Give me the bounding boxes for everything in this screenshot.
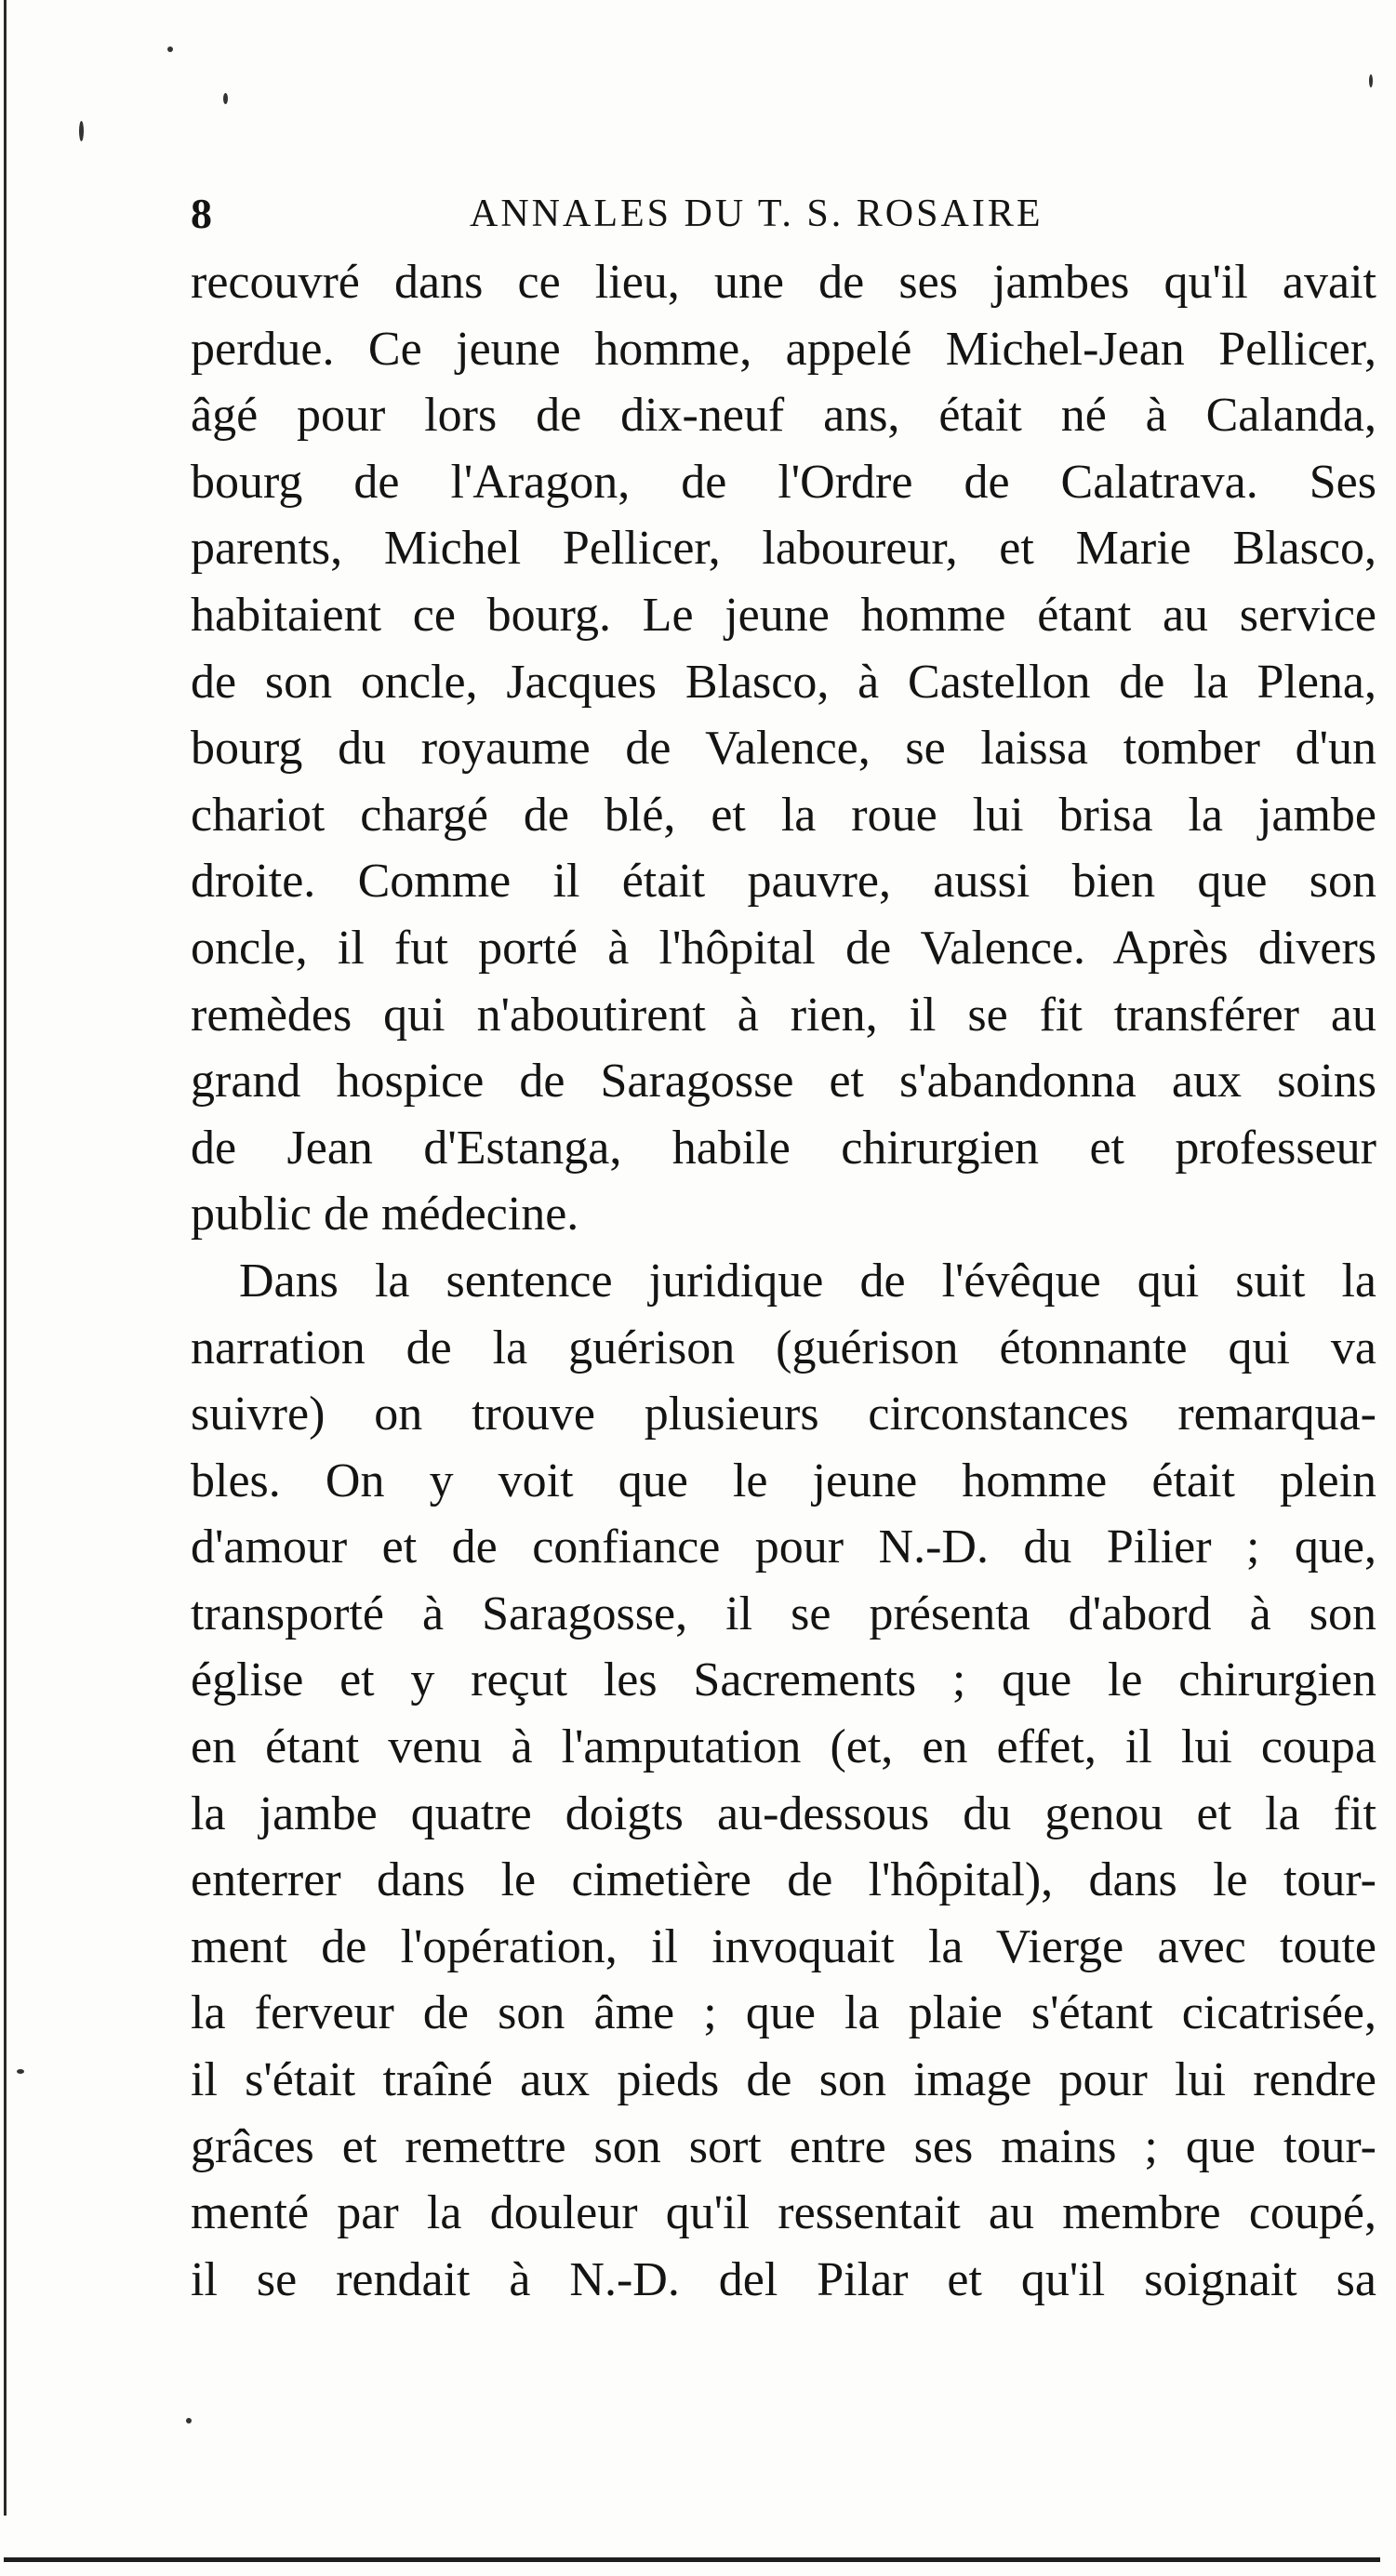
text-line: habitaient ce bourg. Le jeune homme étant au service: [191, 588, 1376, 642]
text-line: la jambe quatre doigts au-dessous du genou et la fit: [191, 1786, 1376, 1840]
text-line: transporté à Saragosse, il se présenta d'abord à son: [191, 1587, 1376, 1640]
text-line: suivre) on trouve plusieurs circonstances remarqua-: [191, 1388, 1376, 1441]
text-line: bourg de l'Aragon, de l'Ordre de Calatrava. Ses: [191, 455, 1376, 509]
text-line: perdue. Ce jeune homme, appelé Michel-Jean Pellicer,: [191, 322, 1376, 376]
ink-speck: [223, 93, 228, 104]
text-line: remèdes qui n'aboutirent à rien, il se fit transférer au: [191, 988, 1376, 1042]
text-line: il s'était traîné aux pieds de son image pour lui rendre: [191, 2053, 1376, 2107]
text-line: église et y reçut les Sacrements ; que le chirurgien: [191, 1653, 1376, 1707]
ink-speck: [79, 121, 84, 141]
ink-speck: [1369, 74, 1373, 87]
text-line: chariot chargé de blé, et la roue lui brisa la jambe: [191, 788, 1376, 842]
paragraph-2: [191, 1248, 1376, 2314]
running-head-title: ANNALES DU T. S. ROSAIRE: [470, 193, 1044, 235]
page-bottom-edge-rule: [4, 2557, 1380, 2562]
text-line: enterrer dans le cimetière de l'hôpital), dans le tour-: [191, 1853, 1376, 1907]
text-line: grâces et remettre son sort entre ses mains ; que tour-: [191, 2119, 1376, 2173]
ink-speck: [167, 46, 173, 52]
text-line: d'amour et de confiance pour N.-D. du Pilier ; que,: [191, 1520, 1376, 1574]
text-line: menté par la douleur qu'il ressentait au membre coupé,: [191, 2186, 1376, 2240]
text-line: Dans la sentence juridique de l'évêque qui suit la: [239, 1254, 1376, 1308]
text-line: de Jean d'Estanga, habile chirurgien et professeur: [191, 1121, 1376, 1175]
text-line: recouvré dans ce lieu, une de ses jambes qu'il avait: [191, 256, 1376, 309]
text-line: narration de la guérison (guérison étonnante qui va: [191, 1321, 1376, 1374]
paragraph-1: [191, 249, 1376, 1248]
text-line: bles. On y voit que le jeune homme était plein: [191, 1454, 1376, 1507]
text-line: parents, Michel Pellicer, laboureur, et Marie Blasco,: [191, 522, 1376, 576]
ink-speck: [186, 2418, 192, 2423]
running-head: [191, 186, 1344, 242]
text-line: ment de l'opération, il invoquait la Vierge avec toute: [191, 1919, 1376, 1973]
text-line: grand hospice de Saragosse et s'abandonna aux soins: [191, 1055, 1376, 1109]
ink-speck: [17, 2069, 24, 2074]
text-line: en étant venu à l'amputation (et, en effet, il lui coupa: [191, 1720, 1376, 1774]
body-text: [191, 249, 1376, 2313]
text-line: public de médecine.: [191, 1188, 579, 1242]
page-number: 8: [191, 190, 212, 237]
text-line: de son oncle, Jacques Blasco, à Castellon de la Plena,: [191, 655, 1376, 709]
text-line: droite. Comme il était pauvre, aussi bien que son: [191, 855, 1376, 909]
text-line: il se rendait à N.-D. del Pilar et qu'il soignait sa: [191, 2252, 1376, 2306]
text-line: bourg du royaume de Valence, se laissa tomber d'un: [191, 722, 1376, 776]
text-line: la ferveur de son âme ; que la plaie s'étant cicatrisée,: [191, 1986, 1376, 2040]
page-left-edge-rule: [4, 0, 7, 2516]
text-line: oncle, il fut porté à l'hôpital de Valence. Après divers: [191, 921, 1376, 975]
text-line: âgé pour lors de dix-neuf ans, était né à Calanda,: [191, 389, 1376, 443]
